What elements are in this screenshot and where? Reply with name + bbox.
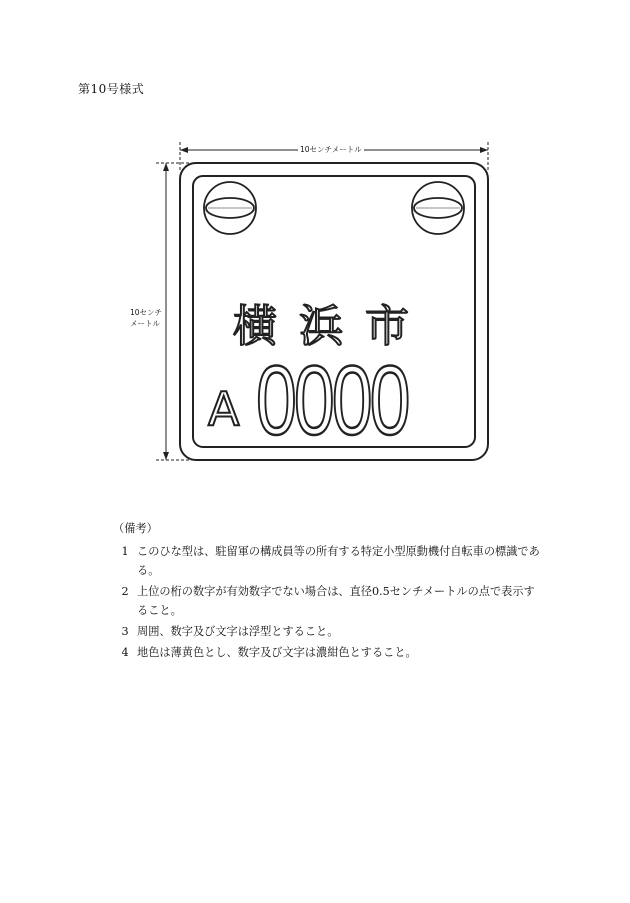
form-title: 第10号様式 xyxy=(78,82,145,96)
note-text: 地色は薄黄色とし、数字及び文字は濃紺色とすること。 xyxy=(137,646,417,659)
note-number: 2 xyxy=(121,585,129,598)
note-text: このひな型は、駐留軍の構成員等の所有する特定小型原動機付自転車の標識である。 xyxy=(137,545,540,577)
license-plate-figure xyxy=(130,130,510,475)
width-arrow-right xyxy=(480,147,488,153)
note-item xyxy=(113,582,543,620)
note-item xyxy=(113,643,543,662)
note-number: 4 xyxy=(121,646,129,659)
width-arrow-left xyxy=(180,147,188,153)
width-dimension-label: 10センチメートル xyxy=(300,145,362,154)
note-item xyxy=(113,622,543,641)
plate-city-name: 横浜市 xyxy=(233,301,431,352)
height-label-line2: メートル xyxy=(130,319,160,328)
note-item xyxy=(113,542,543,580)
notes-section xyxy=(113,520,543,664)
plate-number: 0000 xyxy=(256,345,408,455)
height-dimension-label xyxy=(130,307,164,329)
note-number: 3 xyxy=(121,625,129,638)
note-number: 1 xyxy=(121,545,129,558)
height-arrow-top xyxy=(163,163,169,171)
height-label-line1: 10センチ xyxy=(130,308,163,317)
note-text: 周囲、数字及び文字は浮型とすること。 xyxy=(137,625,339,638)
plate-series-letter: A xyxy=(208,382,240,436)
notes-heading: （備考） xyxy=(113,522,158,535)
note-text: 上位の桁の数字が有効数字でない場合は、直径0.5センチメートルの点で表示すること。 xyxy=(137,585,535,617)
height-arrow-bottom xyxy=(163,452,169,460)
